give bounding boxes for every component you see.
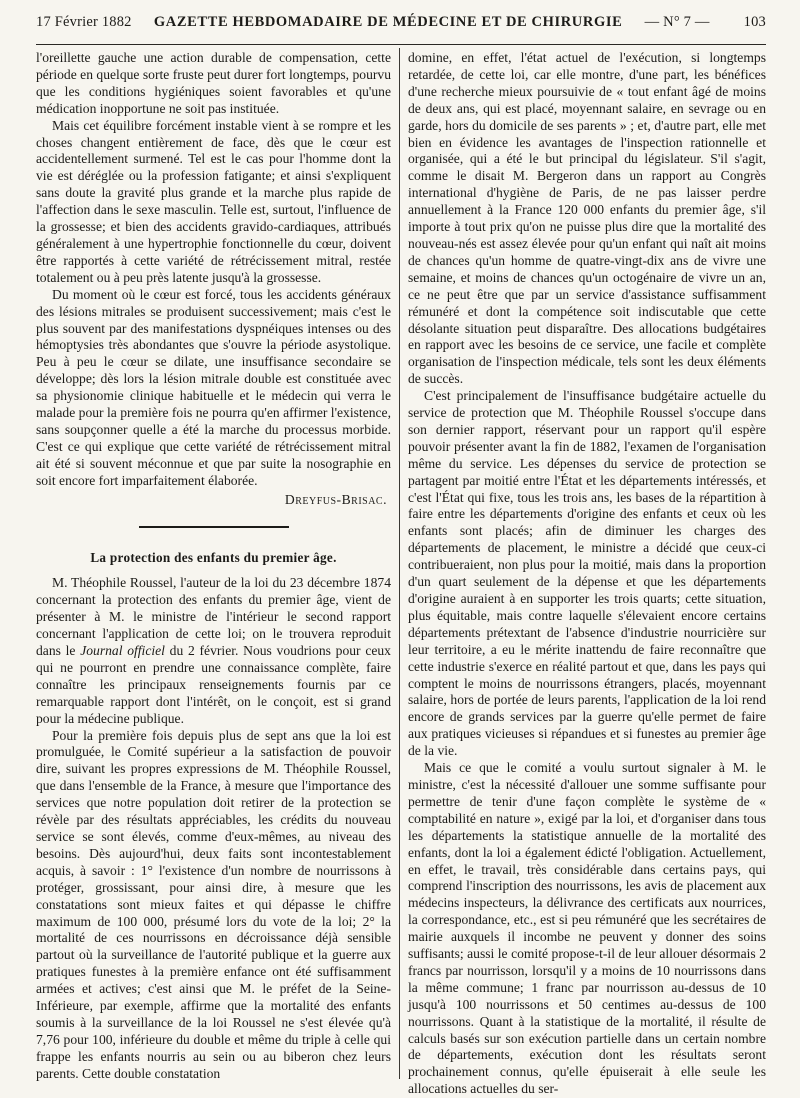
text-run: du 2 février. Nous voudrions pour ceux qui ne pourront en prendre une connaissance complète, faire connaître les principaux renseignements fournis par ce remarquable rapport dont l'intérêt, on le conçoit, est si grand pour la médecine publique. <box>36 643 391 726</box>
paragraph: domine, en effet, l'état actuel de l'exécution, si longtemps retardée, de cette loi, car elle montre, d'une part, les bénéfices d'une recherche mieux poursuivie de « tout enfant âgé de moins de deux ans, qui est placé, moyennant salaire, en sevrage ou en garde, hors du domicile de ses parents » ; et, d'autre part, elle met bien en évidence les avantages de l'inspection rationnelle et organisée, qui a été le but principal du législateur. S'il s'agit, comme le disait M. Bergeron dans un rapport au Congrès international d'hygiène de Paris, de ne pas laisser perdre annuellement à la France 120 000 enfants du premier âge, s'il importe à tout prix qu'on ne puisse plus dire que la mortalité des nouveau-nés est assez élevée pour qu'un enfant qui naît ait moins de chances qu'un homme de quatre-vingt-dix ans de vivre une semaine, et moins de chances qu'un octogénaire de vivre un an, ce ne peut être que par un service d'assistance suffisamment rémunéré et dont la compétence soit indiscutable que cette désolante situation peut disparaître. Des allocations budgétaires en rapport avec les besoins de ce service, une facile et complète organisation de l'inspection médicale, tels sont les deux éléments de succès. <box>408 50 766 387</box>
column-divider <box>399 48 400 1079</box>
paragraph: Pour la première fois depuis plus de sept ans que la loi est promulguée, le Comité supérieur a la satisfaction de pouvoir dire, suivant les propres expressions de M. Théophile Roussel, que dans l'ensemble de la France, à mesure que l'importance des services que notre population doit retirer de la protection se révèle par des résultats appréciables, les crédits du nouveau service se sont élevés, comme d'eux-mêmes, au niveau des besoins. Dès aujourd'hui, deux faits sont incontestablement acquis, à savoir : 1° l'existence d'un nombre de nourrissons à protéger, grossissant, pour ainsi dire, à mesure que les constatations sont mieux faites et qui dépasse le chiffre maximum de 100 000, présumé lors du vote de la loi; 2° la mortalité de ces nourrissons en décroissance déjà sensible partout où la surveillance de l'autorité publique et la guerre aux pratiques funestes à la première enfance ont été suffisamment armées et actives; c'est ainsi que M. le préfet de la Seine-Inférieure, par exemple, affirme que la mortalité des enfants soumis à la surveillance de la loi Roussel ne s'est élevée qu'à 7,76 pour 100, inférieure du double et même du triple à celle qui frappe les enfants nourris au sein ou au biberon chez leurs parents. Cette double constatation <box>36 727 391 1081</box>
paragraph <box>36 575 391 727</box>
paragraph: l'oreillette gauche une action durable de compensation, cette période en quelque sorte fruste peut durer fort longtemps, pourvu que les conditions hygiéniques soient favorables et qu'une médication inopportune ne soit pas instituée. <box>36 50 391 116</box>
header-rule <box>36 44 766 45</box>
section-title: La protection des enfants du premier âge. <box>90 550 337 566</box>
paragraph: C'est principalement de l'insuffisance budgétaire actuelle du service de protection que M. Théophile Roussel s'occupe dans son dernier rapport, réservant pour un rapport qu'il espère pouvoir présenter avant la fin de 1882, l'examen de l'organisation même du service. Les dépenses du service de protection se partagent par moitié entre l'État et les départements intéressés, et c'est l'État qui fixe, tous les trois ans, les bases de la répartition à faire entre les départements d'origine des enfants et ceux où les enfants sont placés; afin de diminuer les charges des départements de placement, le ministre a décidé que ceux-ci contribueraient, non plus pour la moitié, mais dans la proportion d'un quart seulement de la dépense et que les départements d'origine auraient à en supporter les trois quarts; cette situation, plus équitable, mais contre laquelle s'élevaient encore certains départements prétextant de l'absence d'industrie nourricière sur leur territoire, a eu le mérite inattendu de faire reconnaître que cette industrie s'exerce en réalité partout et que, dans les pays qui comptent le moins de nourrissons étrangers, placés, moyennant salaire, hors de portée de leurs parents, l'application de la loi rend encore de grands services par la guerre qu'elle permet de faire aux pratiques vicieuses si répandues et si funestes au premier âge de la vie. <box>408 388 766 759</box>
author-signature: Dreyfus-Brisac. <box>284 491 387 507</box>
publication-title: GAZETTE HEBDOMADAIRE DE MÉDECINE ET DE CHIRURGIE <box>153 14 623 30</box>
section-divider <box>139 526 289 528</box>
page-header <box>36 14 766 40</box>
left-column <box>36 50 391 1079</box>
paragraph: Mais cet équilibre forcément instable vient à se rompre et les choses changent entièrement de face, dès que le cœur est accidentellement surmené. Tel est le cas pour l'homme dont la vie est déréglée ou la profession fatigante; et ainsi s'expliquent sans doute la gravité plus grande et la marche plus rapide de l'affection dans le sexe masculin. Telle est, surtout, l'influence de la grossesse; et bien des accidents gravido-cardiaques, attribués généralement à une hypertrophie fonctionnelle du cœur, doivent être rapportés à cette variété de rétrécissement mitral, restée totalement ou à peu près latente jusqu'à la grossesse. <box>36 117 391 285</box>
text-run: M. Théophile Roussel, l'auteur de la loi du 23 décembre 1874 concernant la protection des enfants du premier âge, vient de présenter à M. le ministre de l'intérieur le second rapport concernant l'application de cette loi; on le trouvera reproduit dans le <box>36 575 391 658</box>
issue-info <box>645 14 766 31</box>
right-column <box>408 50 766 1097</box>
paragraph: Mais ce que le comité a voulu surtout signaler à M. le ministre, c'est la nécessité d'allouer une somme suffisante pour permettre de tenir d'une façon complète le système de « comptabilité en nature », exigé par la loi, et d'organiser dans tous les départements la statistique annuelle de la mortalité des enfants, dont la loi a également édicté l'obligation. Actuellement, en effet, le travail, très considérable dans certains pays, qui comprend l'inscription des nourrissons, les avis de placement aux médecins inspecteurs, la délivrance des certificats aux nourrices, la correspondance, etc., est si peu rémunéré que les secrétaires de mairie auxquels il incombe ne peuvent y donner des soins suffisants; aussi le comité propose-t-il de leur allouer désormais 2 francs par nourrisson, lorsqu'il y a moins de 10 nourrissons dans la même commune; 1 franc par nourrisson au-dessus de 10 jusqu'à 100 nourrissons et 50 centimes au-dessus de 100 nourrissons. Quant à la statistique de la mortalité, il résulte de calculs basés sur son exécution partielle dans un certain nombre de départements, exécution dont les résultats seront prochainement connus, qu'elle épuiserait à elle seule les allocations actuelles du ser- <box>408 760 766 1097</box>
paragraph: Du moment où le cœur est forcé, tous les accidents généraux des lésions mitrales se produisent successivement; mais c'est le plus souvent par des manifestations dyspnéiques intenses ou des hémoptysies très abondantes que s'ouvre la période asystolique. Peu à peu le cœur se dilate, une insuffisance secondaire se développe; dès lors la lésion mitrale double est constituée avec sa physionomie clinique habituelle et le médecin qui verra le malade pour la première fois ne pourra qu'en affirmer l'existence, sans soupçonner quelle a été la marche du processus morbide. C'est ce qui explique que cette variété de rétrécissement mitral ait été si souvent méconnue et que par suite la nosographie en soit encore fort imparfaitement élaborée. <box>36 286 391 488</box>
journal-title: Journal officiel <box>80 643 165 658</box>
page-number: 103 <box>743 14 766 30</box>
issue-number: — N° 7 — <box>644 14 710 30</box>
issue-date: 17 Février 1882 <box>36 14 132 30</box>
